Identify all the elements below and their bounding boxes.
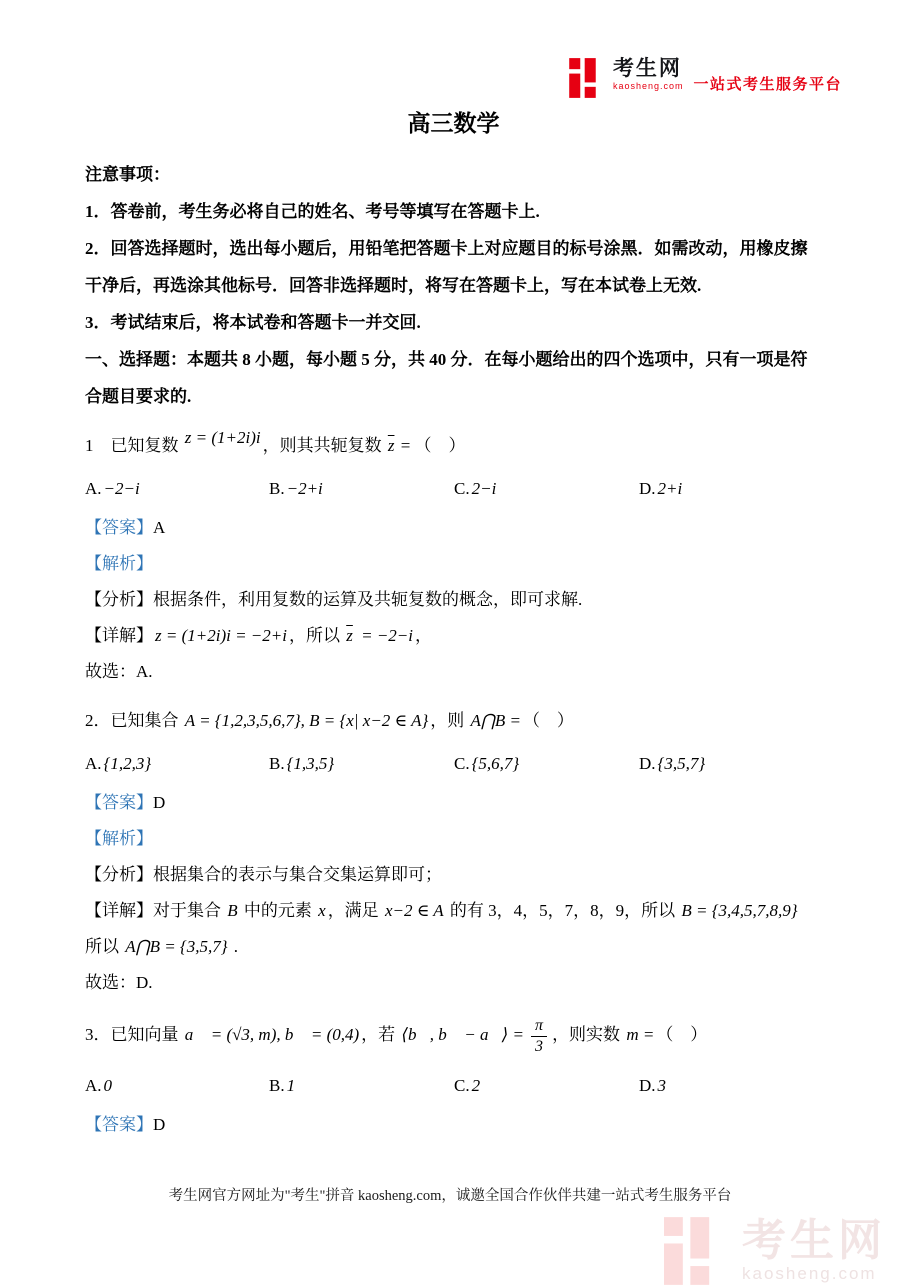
q2-jiexi-label: 【解析】 [85, 829, 153, 848]
q3-option-c-value: 2 [471, 1076, 481, 1095]
q1-text-1: 1 已知复数 [85, 436, 183, 455]
q1-fenxi-label: 【分析】 [85, 590, 153, 609]
q3-option-b [269, 1071, 454, 1101]
q2-option-a-value: {1,2,3} [103, 754, 152, 773]
q3-text-4: （ ） [656, 1025, 708, 1044]
q2-analysis-line [85, 857, 822, 892]
q3-option-a-value: 0 [103, 1076, 113, 1095]
q2-detail-x: x [318, 901, 326, 920]
q2-answer-value: D [153, 793, 166, 812]
q3-fraction-denominator: 3 [535, 1037, 544, 1055]
q2-detail-text-3: ，满足 [327, 901, 383, 920]
q3-vectors-formula: a⃗ = (√3, m), b⃗ = (0,4) [184, 1025, 360, 1044]
q1-option-b-label: B. [269, 479, 285, 498]
q1-detail-text-1: ，所以 [288, 626, 345, 645]
q1-answer-value: A [153, 518, 166, 537]
question-3-options [85, 1071, 822, 1101]
q1-detail-formula-2: = −2−i [356, 626, 413, 645]
q3-text-2: ，若 [361, 1025, 400, 1044]
q1-answer-label: 【答案】 [85, 518, 153, 537]
q1-option-c-label: C. [454, 479, 470, 498]
footer-text: 考生网官方网址为"考生"拼音 kaosheng.com，诚邀全国合作伙伴共建一站式考生服务平台 [168, 1188, 732, 1204]
notice-item-2: 2．回答选择题时，选出每小题后，用铅笔把答题卡上对应题目的标号涂黑．如需改动，用橡皮擦干净后，再选涂其他标号．回答非选择题时，将写在答题卡上，写在本试卷上无效. [85, 239, 808, 295]
q3-option-b-label: B. [269, 1076, 285, 1095]
q1-detail-line [85, 618, 822, 653]
q3-text-3: ，则实数 [552, 1025, 625, 1044]
q3-fraction-pi-over-3 [531, 1016, 547, 1057]
q2-text-1: 2．已知集合 [85, 711, 183, 730]
q3-text-1: 3．已知向量 [85, 1025, 183, 1044]
q2-detail-label: 【详解】 [85, 901, 153, 920]
q2-option-a-label: A. [85, 754, 102, 773]
q1-formula: z = (1+2i)i [184, 428, 261, 447]
q2-detail-text-1: 对于集合 [153, 901, 226, 920]
q2-answer-line [85, 785, 822, 820]
q2-detail-condition: x−2 ∈ A [384, 901, 444, 920]
kaosheng-watermark-icon [664, 1215, 728, 1287]
q3-option-c [454, 1071, 639, 1101]
q1-option-a [85, 474, 269, 504]
q2-detail-text-4: 的有 3，4，5，7，8，9，所以 [445, 901, 680, 920]
q3-option-a-label: A. [85, 1076, 102, 1095]
question-1-stem [85, 415, 822, 466]
logo-domain: kaosheng.com [612, 81, 684, 91]
q1-option-a-value: −2−i [103, 479, 140, 498]
q1-option-d-value: 2+i [657, 479, 683, 498]
q2-option-d-label: D. [639, 754, 656, 773]
question-2-stem [85, 690, 822, 741]
watermark-domain: kaosheng.com [742, 1264, 877, 1283]
logo-text [613, 57, 684, 92]
q3-angle-formula: ⟨b⃗, b⃗ − a⃗⟩ = [401, 1025, 525, 1044]
q1-text-2: ，则其共轭复数 [262, 436, 386, 455]
q2-answer-label: 【答案】 [85, 793, 153, 812]
q3-answer-value: D [153, 1115, 166, 1134]
watermark [664, 1215, 886, 1287]
q1-option-d-label: D. [639, 479, 656, 498]
q2-fenxi-text: 根据集合的表示与集合交集运算即可； [153, 865, 442, 884]
q1-analysis-heading [85, 546, 822, 581]
q1-option-c-value: 2−i [471, 479, 497, 498]
q3-option-d-value: 3 [657, 1076, 667, 1095]
q2-text-3: （ ） [522, 711, 574, 730]
q2-option-d-value: {3,5,7} [657, 754, 706, 773]
q2-option-b-label: B. [269, 754, 285, 773]
q1-fenxi-text: 根据条件，利用复数的运算及共轭复数的概念，即可求解. [153, 590, 583, 609]
watermark-text [742, 1218, 886, 1284]
notice-item-1: 1．答卷前，考生务必将自己的姓名、考号等填写在答题卡上. [85, 202, 540, 221]
q2-detail-line-2 [85, 929, 822, 964]
q2-choose-line: 故选：D. [85, 973, 153, 992]
section-heading: 一、选择题：本题共 8 小题，每小题 5 分，共 40 分．在每小题给出的四个选项中，只有一项是符合题目要求的. [85, 350, 808, 406]
q2-option-a [85, 749, 269, 779]
q2-line2-result: A⋂B = {3,5,7} [125, 937, 228, 956]
q2-detail-set-b: B [227, 901, 238, 920]
q1-option-d [639, 474, 822, 504]
q2-intersection-formula: A⋂B = [470, 711, 521, 730]
logo-tagline: 一站式考生服务平台 [693, 76, 842, 93]
kaosheng-logo [569, 57, 842, 99]
page-title: 高三数学 [407, 111, 500, 136]
q1-text-3: = （ ） [396, 436, 466, 455]
q1-detail-conjugate-z: $\overline{z}$ [346, 626, 353, 645]
q1-detail-formula: z = (1+2i)i = −2+i [155, 626, 287, 645]
q2-line2-text-2: . [229, 937, 239, 956]
q1-detail-label: 【详解】 [85, 626, 153, 645]
q1-analysis-line [85, 582, 822, 617]
q2-detail-text-2: 中的元素 [239, 901, 317, 920]
q2-analysis-heading [85, 821, 822, 856]
q2-option-b [269, 749, 454, 779]
q3-option-b-value: 1 [286, 1076, 296, 1095]
q2-option-c-value: {5,6,7} [471, 754, 520, 773]
q1-option-c [454, 474, 639, 504]
question-2-options [85, 749, 822, 779]
q2-detail-line [85, 893, 822, 928]
q3-option-d [639, 1071, 822, 1101]
q1-option-b-value: −2+i [286, 479, 323, 498]
q1-conjugate-z: $\overline{z}$ [387, 436, 395, 455]
q3-answer-line [85, 1107, 822, 1142]
logo-name: 考生网 [612, 57, 682, 80]
kaosheng-logo-icon [569, 57, 607, 99]
q1-option-a-label: A. [85, 479, 102, 498]
notice-item-3: 3．考试结束后，将本试卷和答题卡一并交回. [85, 313, 421, 332]
q1-answer-line [85, 510, 822, 545]
q2-option-c-label: C. [454, 754, 470, 773]
watermark-name: 考生网 [742, 1216, 886, 1265]
q2-line2-text-1: 所以 [85, 937, 124, 956]
q3-option-a [85, 1071, 269, 1101]
q1-detail-text-2: ， [414, 626, 432, 645]
q3-option-d-label: D. [639, 1076, 656, 1095]
q2-option-c [454, 749, 639, 779]
q2-fenxi-label: 【分析】 [85, 865, 153, 884]
q1-jiexi-label: 【解析】 [85, 554, 153, 573]
q2-option-b-value: {1,3,5} [286, 754, 335, 773]
q2-option-d [639, 749, 822, 779]
q2-sets-formula: A = {1,2,3,5,6,7}, B = {x| x−2 ∈ A} [184, 711, 429, 730]
notice-heading: 注意事项： [85, 165, 170, 184]
q3-option-c-label: C. [454, 1076, 470, 1095]
question-3-stem [85, 1001, 822, 1063]
q3-fraction-numerator: π [531, 1016, 547, 1037]
q3-m-equals: m = [626, 1025, 655, 1044]
q1-choose-line: 故选：A. [85, 662, 153, 681]
q2-detail-set-result: B = {3,4,5,7,8,9} [681, 901, 798, 920]
q3-answer-label: 【答案】 [85, 1115, 153, 1134]
document-body [85, 108, 822, 1143]
q1-option-b [269, 474, 454, 504]
q2-text-2: ，则 [430, 711, 469, 730]
question-1-options [85, 474, 822, 504]
